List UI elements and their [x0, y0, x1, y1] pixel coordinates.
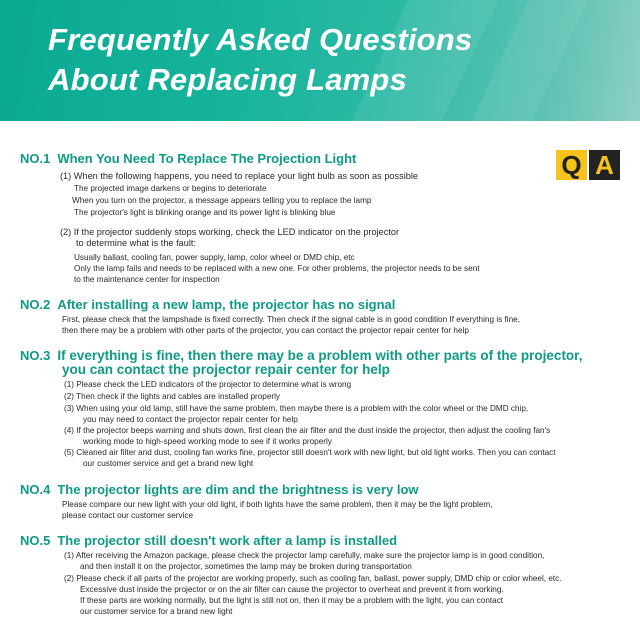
text-line: The projected image darkens or begins to deteriorate	[74, 184, 267, 193]
text-line: (2) If the projector suddenly stops working, check the LED indicator on the projector	[60, 227, 400, 237]
section-number: NO.4	[20, 482, 51, 497]
text-line: When you turn on the projector, a message appears telling you to replace the lamp	[72, 196, 372, 205]
qa-badge	[556, 150, 620, 180]
qa-badge-a: A	[589, 150, 620, 180]
text-line: Excessive dust inside the projector or on the air filter can cause the projector to overheat and prevent it from working.	[80, 585, 504, 594]
section-title: The projector lights are dim and the brightness is very low	[57, 482, 419, 497]
text-line: (5) Cleaned air filter and dust, cooling fan works fine, projector still doesn't work with new light, but old light works. Then you can contact	[64, 448, 556, 457]
text-line: (2) Please check if all parts of the projector are working properly, such as cooling fan, ballast, power supply, DMD chip or color wheel, etc.	[64, 574, 562, 583]
section-heading	[20, 481, 419, 499]
header-banner	[0, 0, 640, 121]
text-line: to determine what is the fault:	[76, 238, 197, 248]
text-line: our customer service and get a brand new light	[83, 459, 254, 468]
text-line: (1) When the following happens, you need to replace your light bulb as soon as possible	[60, 171, 419, 181]
qa-badge-q: Q	[556, 150, 587, 180]
section-number: NO.3	[20, 348, 51, 363]
text-line: working mode to high-speed working mode to see if it works properly	[83, 437, 332, 446]
text-line: (2) Then check if the lights and cables are installed properly	[64, 392, 281, 401]
text-line: then there may be a problem with other parts of the projector, you can contact the projector repair center for help	[62, 326, 469, 335]
text-line: (4) If the projector beeps warning and shuts down, first clean the air filter and the dust inside the projector, then adjust the cooling fan's	[64, 426, 551, 435]
section-title: After installing a new lamp, the projector has no signal	[57, 297, 396, 312]
section-number: NO.5	[20, 533, 51, 548]
section-title: The projector still doesn't work after a lamp is installed	[57, 533, 398, 548]
section-number: NO.2	[20, 297, 51, 312]
text-line: and then install it on the projector, sometimes the lamp may be broken during transportation	[80, 562, 412, 571]
section-heading	[20, 296, 395, 314]
page-title-line-2: About Replacing Lamps	[48, 62, 408, 97]
page-title-line-1: Frequently Asked Questions	[48, 22, 473, 57]
text-line: (1) After receiving the Amazon package, please check the projector lamp carefully, make sure the projector lamp is in good condition,	[64, 551, 545, 560]
text-line: The projector's light is blinking orange and its power light is blinking blue	[74, 208, 336, 217]
text-line: (3) When using your old lamp, still have the same problem, then maybe there is a problem with the color wheel or the DMD chip,	[64, 404, 529, 413]
text-line: Usually ballast, cooling fan, power supply, lamp, color wheel or DMD chip, etc	[74, 253, 355, 262]
text-line: our customer service for a brand new light	[80, 607, 233, 616]
section-title-line-2: you can contact the projector repair center for help	[62, 362, 390, 377]
text-line: First, please check that the lampshade is fixed correctly. Then check if the signal cable is in good condition If everything is fine,	[62, 315, 520, 324]
text-line: please contact our customer service	[62, 511, 194, 520]
text-line: to the maintenance center for inspection	[74, 275, 220, 284]
section-heading	[20, 150, 356, 168]
section-number: NO.1	[20, 151, 51, 166]
page-title	[48, 20, 472, 100]
section-heading	[20, 532, 397, 550]
section-heading-continued	[62, 361, 390, 379]
text-line: Please compare our new light with your old light, if both lights have the same problem, then it may be the light problem,	[62, 500, 493, 509]
text-line: If these parts are working normally, but the light is still not on, then it may be a problem with the light, you can contact	[80, 596, 504, 605]
section-title: When You Need To Replace The Projection Light	[57, 151, 357, 166]
section-title: If everything is fine, then there may be a problem with other parts of the projector,	[57, 348, 583, 363]
text-line: (1) Please check the LED indicators of the projector to determine what is wrong	[64, 380, 352, 389]
text-line: you may need to contact the projector repair center for help	[83, 415, 298, 424]
text-line: Only the lamp fails and needs to be replaced with a new one. For other problems, the projector needs to be sent	[74, 264, 480, 273]
